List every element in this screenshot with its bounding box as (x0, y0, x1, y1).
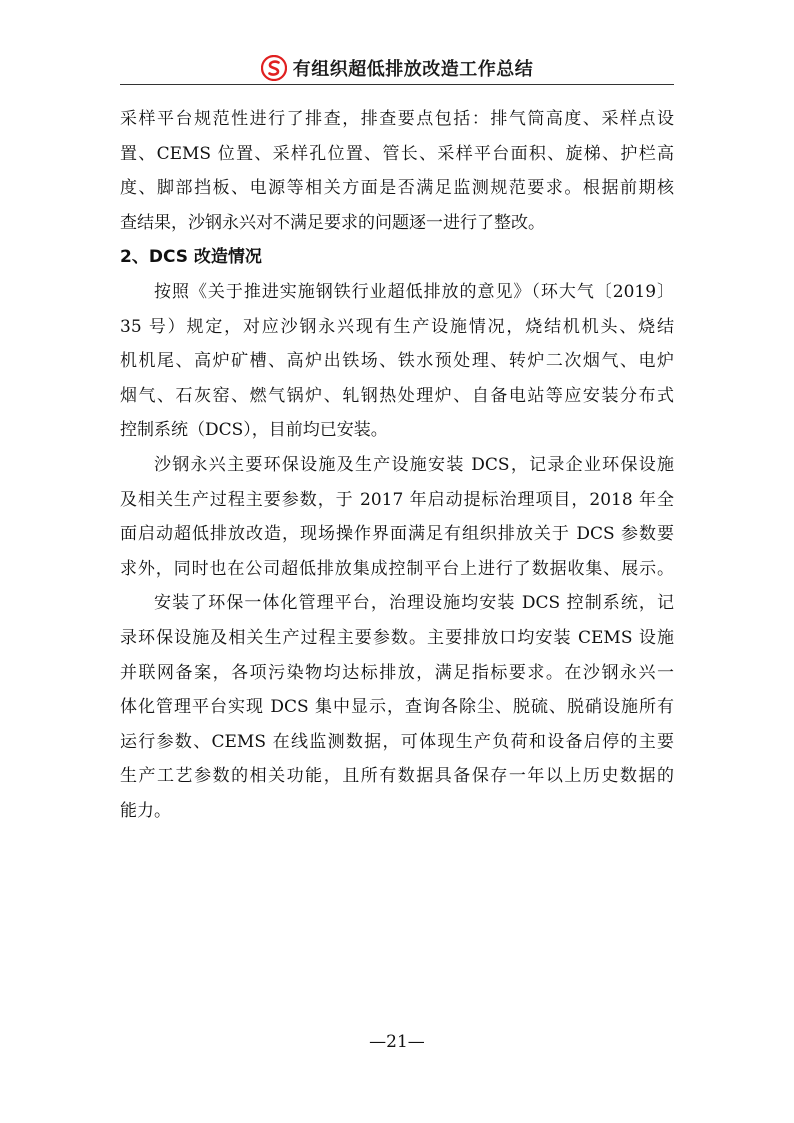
text-line: 录环保设施及相关生产过程主要参数。主要排放口均安装 CEMS 设施 (120, 627, 674, 648)
paragraph-1 (120, 102, 674, 240)
text-line: 按照《关于推进实施钢铁行业超低排放的意见》（环大气〔2019〕 (154, 281, 674, 302)
text-line: 置、CEMS 位置、采样孔位置、管长、采样平台面积、旋梯、护栏高 (120, 143, 674, 164)
text-line: 安装了环保一体化管理平台，治理设施均安装 DCS 控制系统，记 (154, 593, 674, 614)
section-heading: 2、DCS 改造情况 (120, 247, 262, 268)
document-body (120, 102, 674, 828)
header-divider (120, 84, 674, 85)
text-line: 烟气、石灰窑、燃气锅炉、轧钢热处理炉、自备电站等应安装分布式 (120, 385, 674, 406)
paragraph-4 (120, 586, 674, 828)
text-line: 及相关生产过程主要参数，于 2017 年启动提标治理项目，2018 年全 (120, 489, 674, 510)
page-number: —21— (369, 1032, 425, 1052)
text-line: 求外，同时也在公司超低排放集成控制平台上进行了数据收集、展示。 (120, 558, 674, 579)
text-line: 机机尾、高炉矿槽、高炉出铁场、铁水预处理、转炉二次烟气、电炉 (120, 351, 674, 372)
text-line: 采样平台规范性进行了排查，排查要点包括：排气筒高度、采样点设 (120, 109, 674, 129)
paragraph-3 (120, 448, 674, 586)
page-header (120, 50, 674, 86)
text-line: 控制系统（DCS），目前均已安装。 (120, 420, 388, 441)
text-line: 度、脚部挡板、电源等相关方面是否满足监测规范要求。根据前期核 (120, 178, 674, 199)
paragraph-2 (120, 275, 674, 448)
text-line: 能力。 (120, 800, 171, 821)
text-line: 35 号）规定，对应沙钢永兴现有生产设施情况，烧结机机头、烧结 (120, 316, 674, 337)
text-line: 生产工艺参数的相关功能，且所有数据具备保存一年以上历史数据的 (120, 766, 674, 787)
text-line: 并联网备案，各项污染物均达标排放，满足指标要求。在沙钢永兴一 (120, 662, 674, 683)
text-line: 面启动超低排放改造，现场操作界面满足有组织排放关于 DCS 参数要 (120, 524, 674, 545)
text-line: 沙钢永兴主要环保设施及生产设施安装 DCS，记录企业环保设施 (154, 454, 674, 475)
header-title: 有组织超低排放改造工作总结 (292, 59, 534, 80)
text-line: 运行参数、CEMS 在线监测数据，可体现生产负荷和设备启停的主要 (120, 731, 674, 752)
text-line: 查结果，沙钢永兴对不满足要求的问题逐一进行了整改。 (120, 212, 545, 233)
text-line: 体化管理平台实现 DCS 集中显示，查询各除尘、脱硫、脱硝设施所有 (120, 697, 674, 718)
company-logo-icon (261, 55, 287, 81)
